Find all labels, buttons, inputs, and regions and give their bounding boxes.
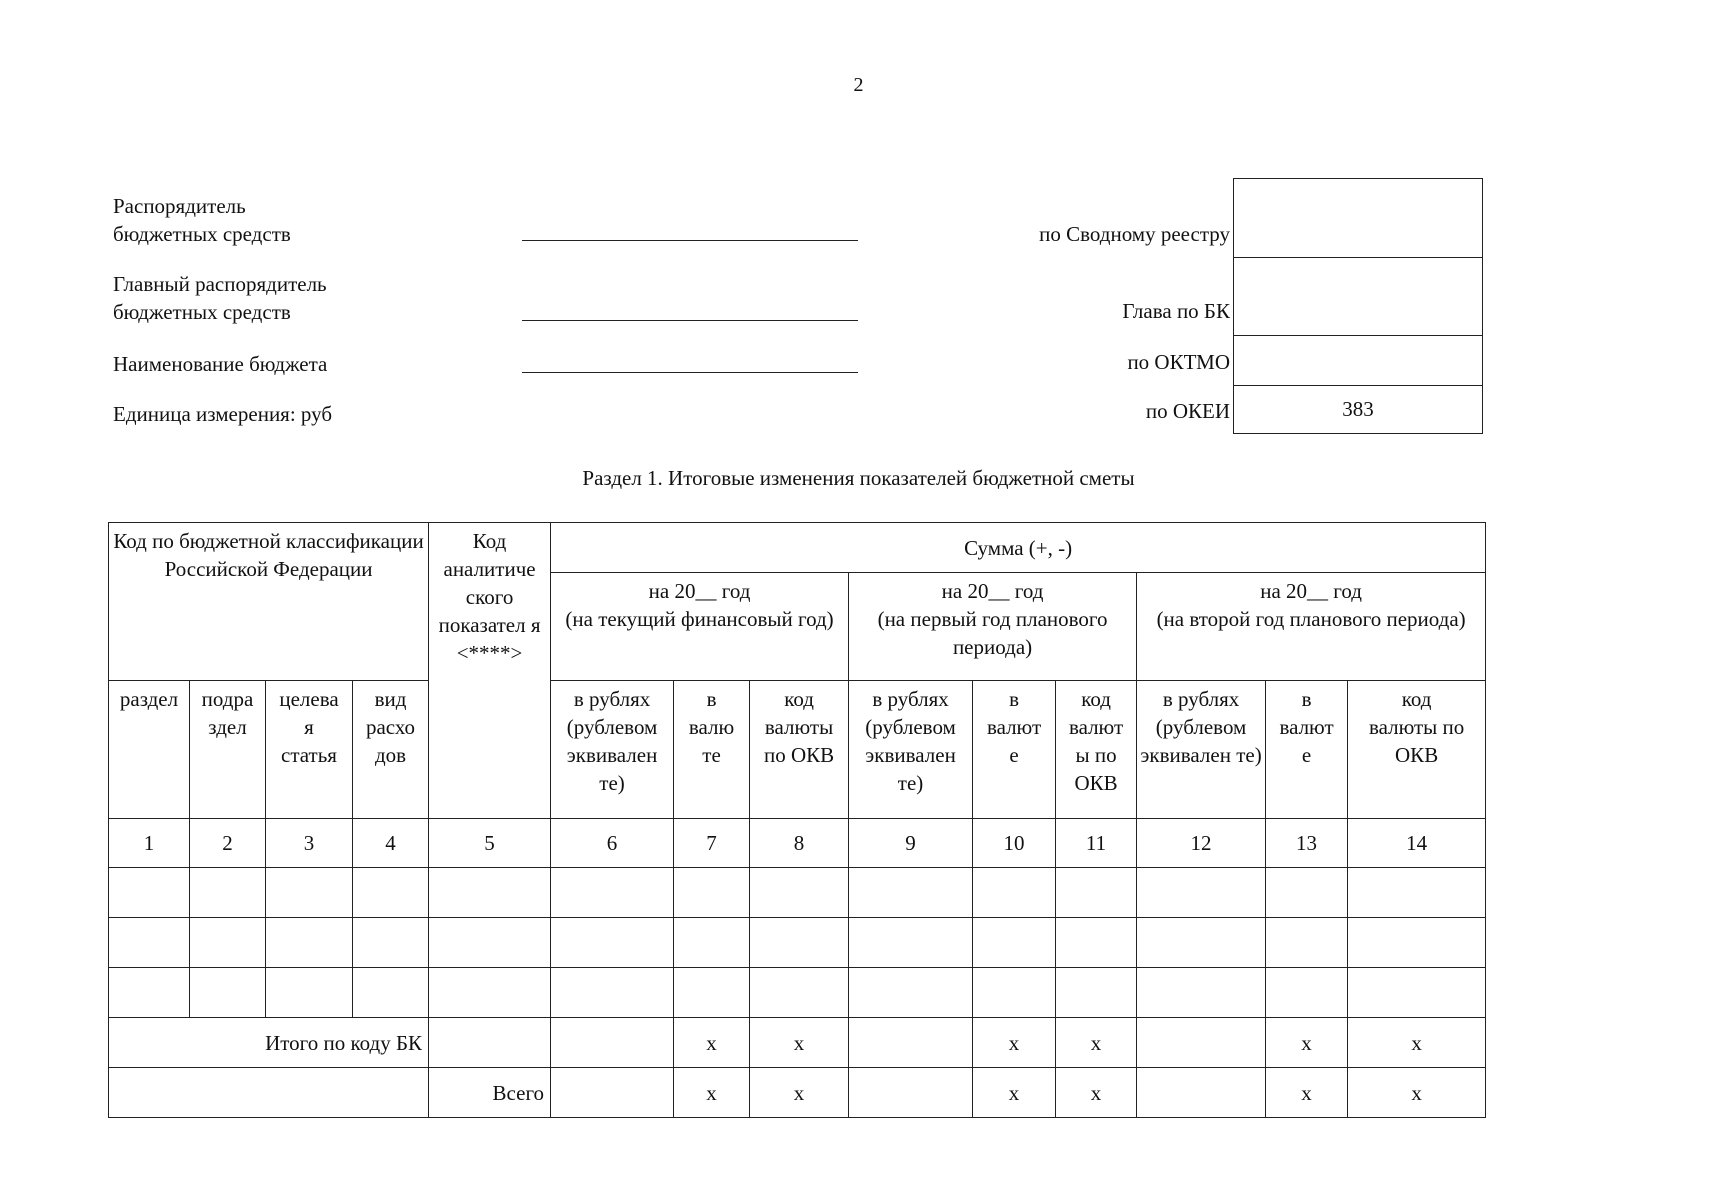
col-number: 9 [849, 819, 973, 868]
x-mark: x [1348, 1068, 1486, 1118]
oktmo-code[interactable] [1234, 336, 1482, 386]
col-number: 1 [109, 819, 190, 868]
total-bk-label: Итого по коду БК [109, 1018, 429, 1068]
x-mark: x [973, 1018, 1056, 1068]
col-number: 8 [750, 819, 849, 868]
table-cell[interactable] [429, 868, 551, 918]
table-cell[interactable] [674, 918, 750, 968]
table-cell[interactable] [266, 868, 353, 918]
x-mark: x [1056, 1068, 1137, 1118]
table-cell[interactable] [551, 968, 674, 1018]
table-row [109, 918, 1486, 968]
okei-label: по ОКЕИ [1145, 399, 1230, 423]
table-cell[interactable] [674, 968, 750, 1018]
x-mark: x [674, 1018, 750, 1068]
header-year-first: на 20__ год (на первый год планового периода) [849, 573, 1137, 681]
table-cell[interactable] [1266, 868, 1348, 918]
header-second-rub: в рублях (рублевом эквивален те) [1137, 681, 1266, 819]
header-year-current: на 20__ год (на текущий финансовый год) [551, 573, 849, 681]
col-number: 5 [429, 819, 551, 868]
header-first-currency: в валют е [973, 681, 1056, 819]
grand-total-label: Всего [429, 1068, 551, 1118]
col-number: 10 [973, 819, 1056, 868]
header-first-okv: код валют ы по ОКВ [1056, 681, 1137, 819]
col-number: 14 [1348, 819, 1486, 868]
table-cell[interactable] [1137, 1068, 1266, 1118]
table-cell[interactable] [1137, 968, 1266, 1018]
table-cell[interactable] [1266, 968, 1348, 1018]
table-cell[interactable] [551, 918, 674, 968]
okei-code[interactable]: 383 [1342, 397, 1374, 421]
table-cell[interactable] [429, 1018, 551, 1068]
chapter-bk-label: Глава по БК [1122, 299, 1230, 323]
table-cell[interactable] [109, 868, 190, 918]
x-mark: x [1348, 1018, 1486, 1068]
x-mark: x [674, 1068, 750, 1118]
table-cell[interactable] [1348, 868, 1486, 918]
column-numbers-row [109, 819, 1486, 868]
table-cell[interactable] [1266, 918, 1348, 968]
table-cell[interactable] [750, 868, 849, 918]
table-cell[interactable] [190, 868, 266, 918]
grand-total-row [109, 1068, 1486, 1118]
chief-budget-manager-label: Главный распорядитель бюджетных средств [113, 272, 327, 324]
table-cell[interactable] [1137, 918, 1266, 968]
budget-name-label: Наименование бюджета [113, 352, 328, 376]
page-number: 2 [853, 74, 864, 96]
table-cell[interactable] [973, 868, 1056, 918]
table-cell [109, 1068, 429, 1118]
consolidated-registry-label: по Сводному реестру [1039, 222, 1230, 246]
col-number: 7 [674, 819, 750, 868]
unit-of-measure-label: Единица измерения: руб [113, 402, 333, 426]
table-cell[interactable] [1137, 1018, 1266, 1068]
table-cell[interactable] [750, 918, 849, 968]
table-cell[interactable] [190, 918, 266, 968]
table-cell[interactable] [750, 968, 849, 1018]
table-cell[interactable] [109, 918, 190, 968]
table-cell[interactable] [109, 968, 190, 1018]
x-mark: x [1266, 1068, 1348, 1118]
header-current-currency: в валю те [674, 681, 750, 819]
table-cell[interactable] [849, 968, 973, 1018]
header-kbk: Код по бюджетной классификации Российской Федерации [109, 523, 429, 681]
header-sum: Сумма (+, -) [551, 523, 1486, 573]
x-mark: x [750, 1018, 849, 1068]
x-mark: x [750, 1068, 849, 1118]
table-cell[interactable] [1056, 968, 1137, 1018]
table-cell[interactable] [551, 868, 674, 918]
table-cell[interactable] [1056, 918, 1137, 968]
table-cell[interactable] [849, 1068, 973, 1118]
col-number: 3 [266, 819, 353, 868]
col-number: 6 [551, 819, 674, 868]
table-cell[interactable] [849, 918, 973, 968]
header-current-okv: код валюты по ОКВ [750, 681, 849, 819]
header-current-rub: в рублях (рублевом эквивален те) [551, 681, 674, 819]
table-cell[interactable] [551, 1018, 674, 1068]
table-cell[interactable] [1348, 918, 1486, 968]
header-expense-type: вид расхо дов [353, 681, 429, 819]
table-cell[interactable] [674, 868, 750, 918]
table-cell[interactable] [973, 918, 1056, 968]
col-number: 11 [1056, 819, 1137, 868]
table-cell[interactable] [353, 968, 429, 1018]
table-row [109, 868, 1486, 918]
table-cell[interactable] [1348, 968, 1486, 1018]
header-section: раздел [109, 681, 190, 819]
table-cell[interactable] [973, 968, 1056, 1018]
table-cell[interactable] [1137, 868, 1266, 918]
total-bk-row [109, 1018, 1486, 1068]
consolidated-registry-code[interactable] [1234, 179, 1482, 258]
table-cell[interactable] [190, 968, 266, 1018]
x-mark: x [973, 1068, 1056, 1118]
x-mark: x [1266, 1018, 1348, 1068]
section-title: Раздел 1. Итоговые изменения показателей бюджетной сметы [582, 466, 1135, 490]
header-subsection: подра здел [190, 681, 266, 819]
header-second-currency: в валют е [1266, 681, 1348, 819]
header-analytic-code: Код аналитиче ского показател я <****> [429, 523, 551, 819]
budget-manager-field[interactable] [522, 240, 858, 241]
table-cell[interactable] [849, 868, 973, 918]
header-target-item: целева я статья [266, 681, 353, 819]
table-cell[interactable] [429, 918, 551, 968]
x-mark: x [1056, 1018, 1137, 1068]
budget-changes-table [108, 522, 1486, 1118]
chief-budget-manager-field[interactable] [522, 320, 858, 321]
oktmo-label: по ОКТМО [1127, 350, 1230, 374]
table-row [109, 968, 1486, 1018]
table-cell[interactable] [429, 968, 551, 1018]
budget-name-field[interactable] [522, 372, 858, 373]
col-number: 2 [190, 819, 266, 868]
table-cell[interactable] [353, 868, 429, 918]
codes-box [1233, 178, 1483, 434]
table-cell[interactable] [551, 1068, 674, 1118]
header-second-okv: код валюты по ОКВ [1348, 681, 1486, 819]
table-cell[interactable] [353, 918, 429, 968]
header-first-rub: в рублях (рублевом эквивален те) [849, 681, 973, 819]
table-cell[interactable] [266, 968, 353, 1018]
chapter-bk-code[interactable] [1234, 258, 1482, 336]
budget-manager-label: Распорядитель бюджетных средств [113, 194, 291, 246]
table-cell[interactable] [849, 1018, 973, 1068]
col-number: 4 [353, 819, 429, 868]
table-cell[interactable] [266, 918, 353, 968]
col-number: 13 [1266, 819, 1348, 868]
header-year-second: на 20__ год (на второй год планового периода) [1137, 573, 1486, 681]
table-cell[interactable] [1056, 868, 1137, 918]
col-number: 12 [1137, 819, 1266, 868]
